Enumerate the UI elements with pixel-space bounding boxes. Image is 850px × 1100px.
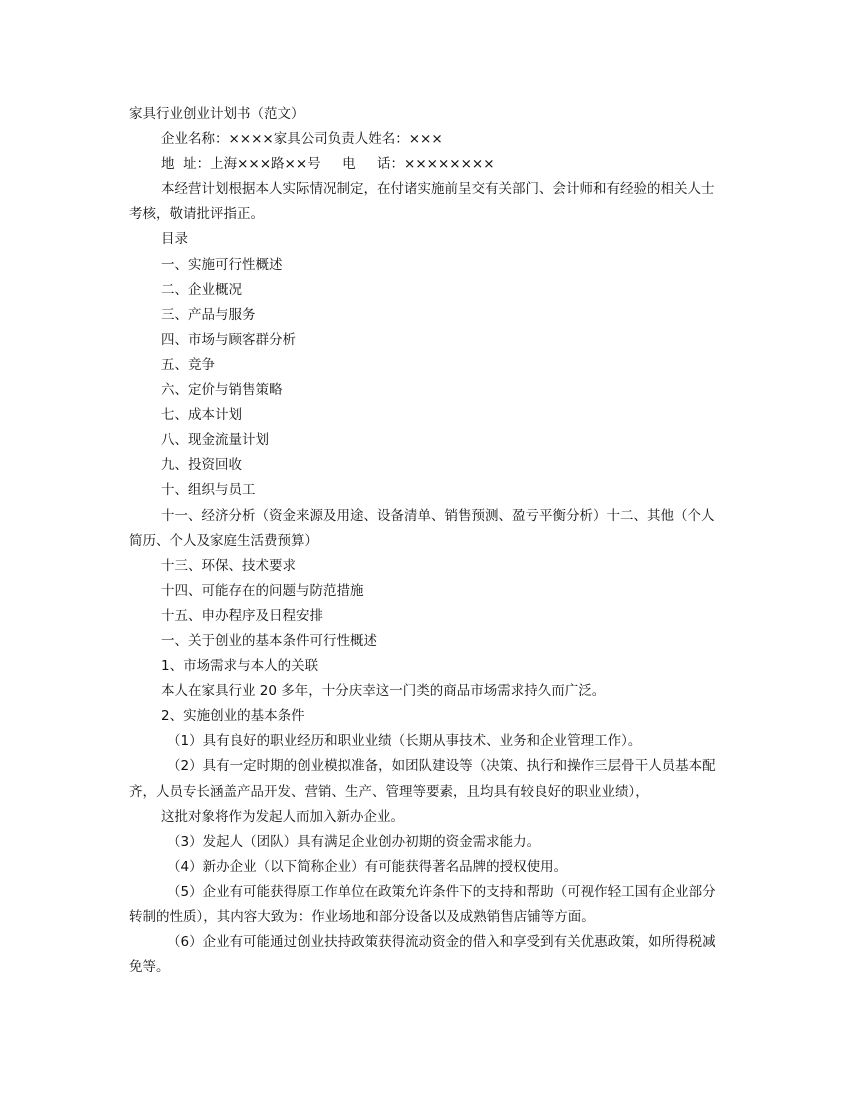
paragraph: 本人在家具行业 20 多年，十分庆幸这一门类的商品市场需求持久而广泛。 (161, 683, 606, 700)
condition-item: （5）企业有可能获得原工作单位在政策允许条件下的支持和帮助（可视作轻工国有企业部分转制的性质），其内容大致为：作业场地和部分设备以及成熟销售店铺等方面。 (129, 883, 716, 925)
toc-item: 九、投资回收 (161, 457, 242, 474)
toc-heading: 目录 (161, 231, 188, 248)
toc-item: 八、现金流量计划 (161, 432, 269, 449)
condition-item: （1）具有良好的职业经历和职业业绩（长期从事技术、业务和企业管理工作）。 (167, 733, 642, 750)
condition-item: 这批对象将作为发起人而加入新办企业。 (161, 808, 404, 825)
toc-item: 十五、申办程序及日程安排 (161, 607, 323, 624)
toc-item: 十一、经济分析（资金来源及用途、设备清单、销售预测、盈亏平衡分析）十二、其他（个人简历、个人及家庭生活费预算） (129, 507, 715, 549)
toc-item: 六、定价与销售策略 (161, 382, 283, 399)
condition-item: （3）发起人（团队）具有满足企业创办初期的资金需求能力。 (167, 833, 541, 850)
subsection-heading: 2、实施创业的基本条件 (161, 708, 305, 725)
document-body (129, 102, 725, 980)
toc-item: 七、成本计划 (161, 407, 242, 424)
condition-item: （6）企业有可能通过创业扶持政策获得流动资金的借入和享受到有关优惠政策，如所得税减免等。 (129, 934, 716, 976)
toc-item: 一、实施可行性概述 (161, 256, 283, 273)
toc-item: 十四、可能存在的问题与防范措施 (161, 582, 364, 599)
intro-paragraph: 本经营计划根据本人实际情况制定，在付诸实施前呈交有关部门、会计师和有经验的相关人士考核，敬请批评指正。 (129, 181, 715, 223)
address-line: 地 址：上海×××路××号 电 话：×××××××× (161, 156, 495, 173)
toc-item: 二、企业概况 (161, 281, 242, 298)
condition-item: （2）具有一定时期的创业模拟准备，如团队建设等（决策、执行和操作三层骨干人员基本配齐，人员专长涵盖产品开发、营销、生产、管理等要素，且均具有较良好的职业业绩）， (129, 758, 716, 800)
toc-item: 三、产品与服务 (161, 306, 256, 323)
section-heading: 一、关于创业的基本条件可行性概述 (161, 632, 377, 649)
toc-item: 十、组织与员工 (161, 482, 256, 499)
condition-item: （4）新办企业（以下简称企业）有可能获得著名品牌的授权使用。 (167, 858, 568, 875)
subsection-heading: 1、市场需求与本人的关联 (161, 658, 319, 675)
toc-item: 四、市场与顾客群分析 (161, 331, 296, 348)
toc-item: 五、竞争 (161, 356, 215, 373)
toc-item: 十三、环保、技术要求 (161, 557, 296, 574)
company-line: 企业名称：××××家具公司负责人姓名：××× (161, 131, 443, 148)
document-title: 家具行业创业计划书（范文） (129, 106, 305, 122)
